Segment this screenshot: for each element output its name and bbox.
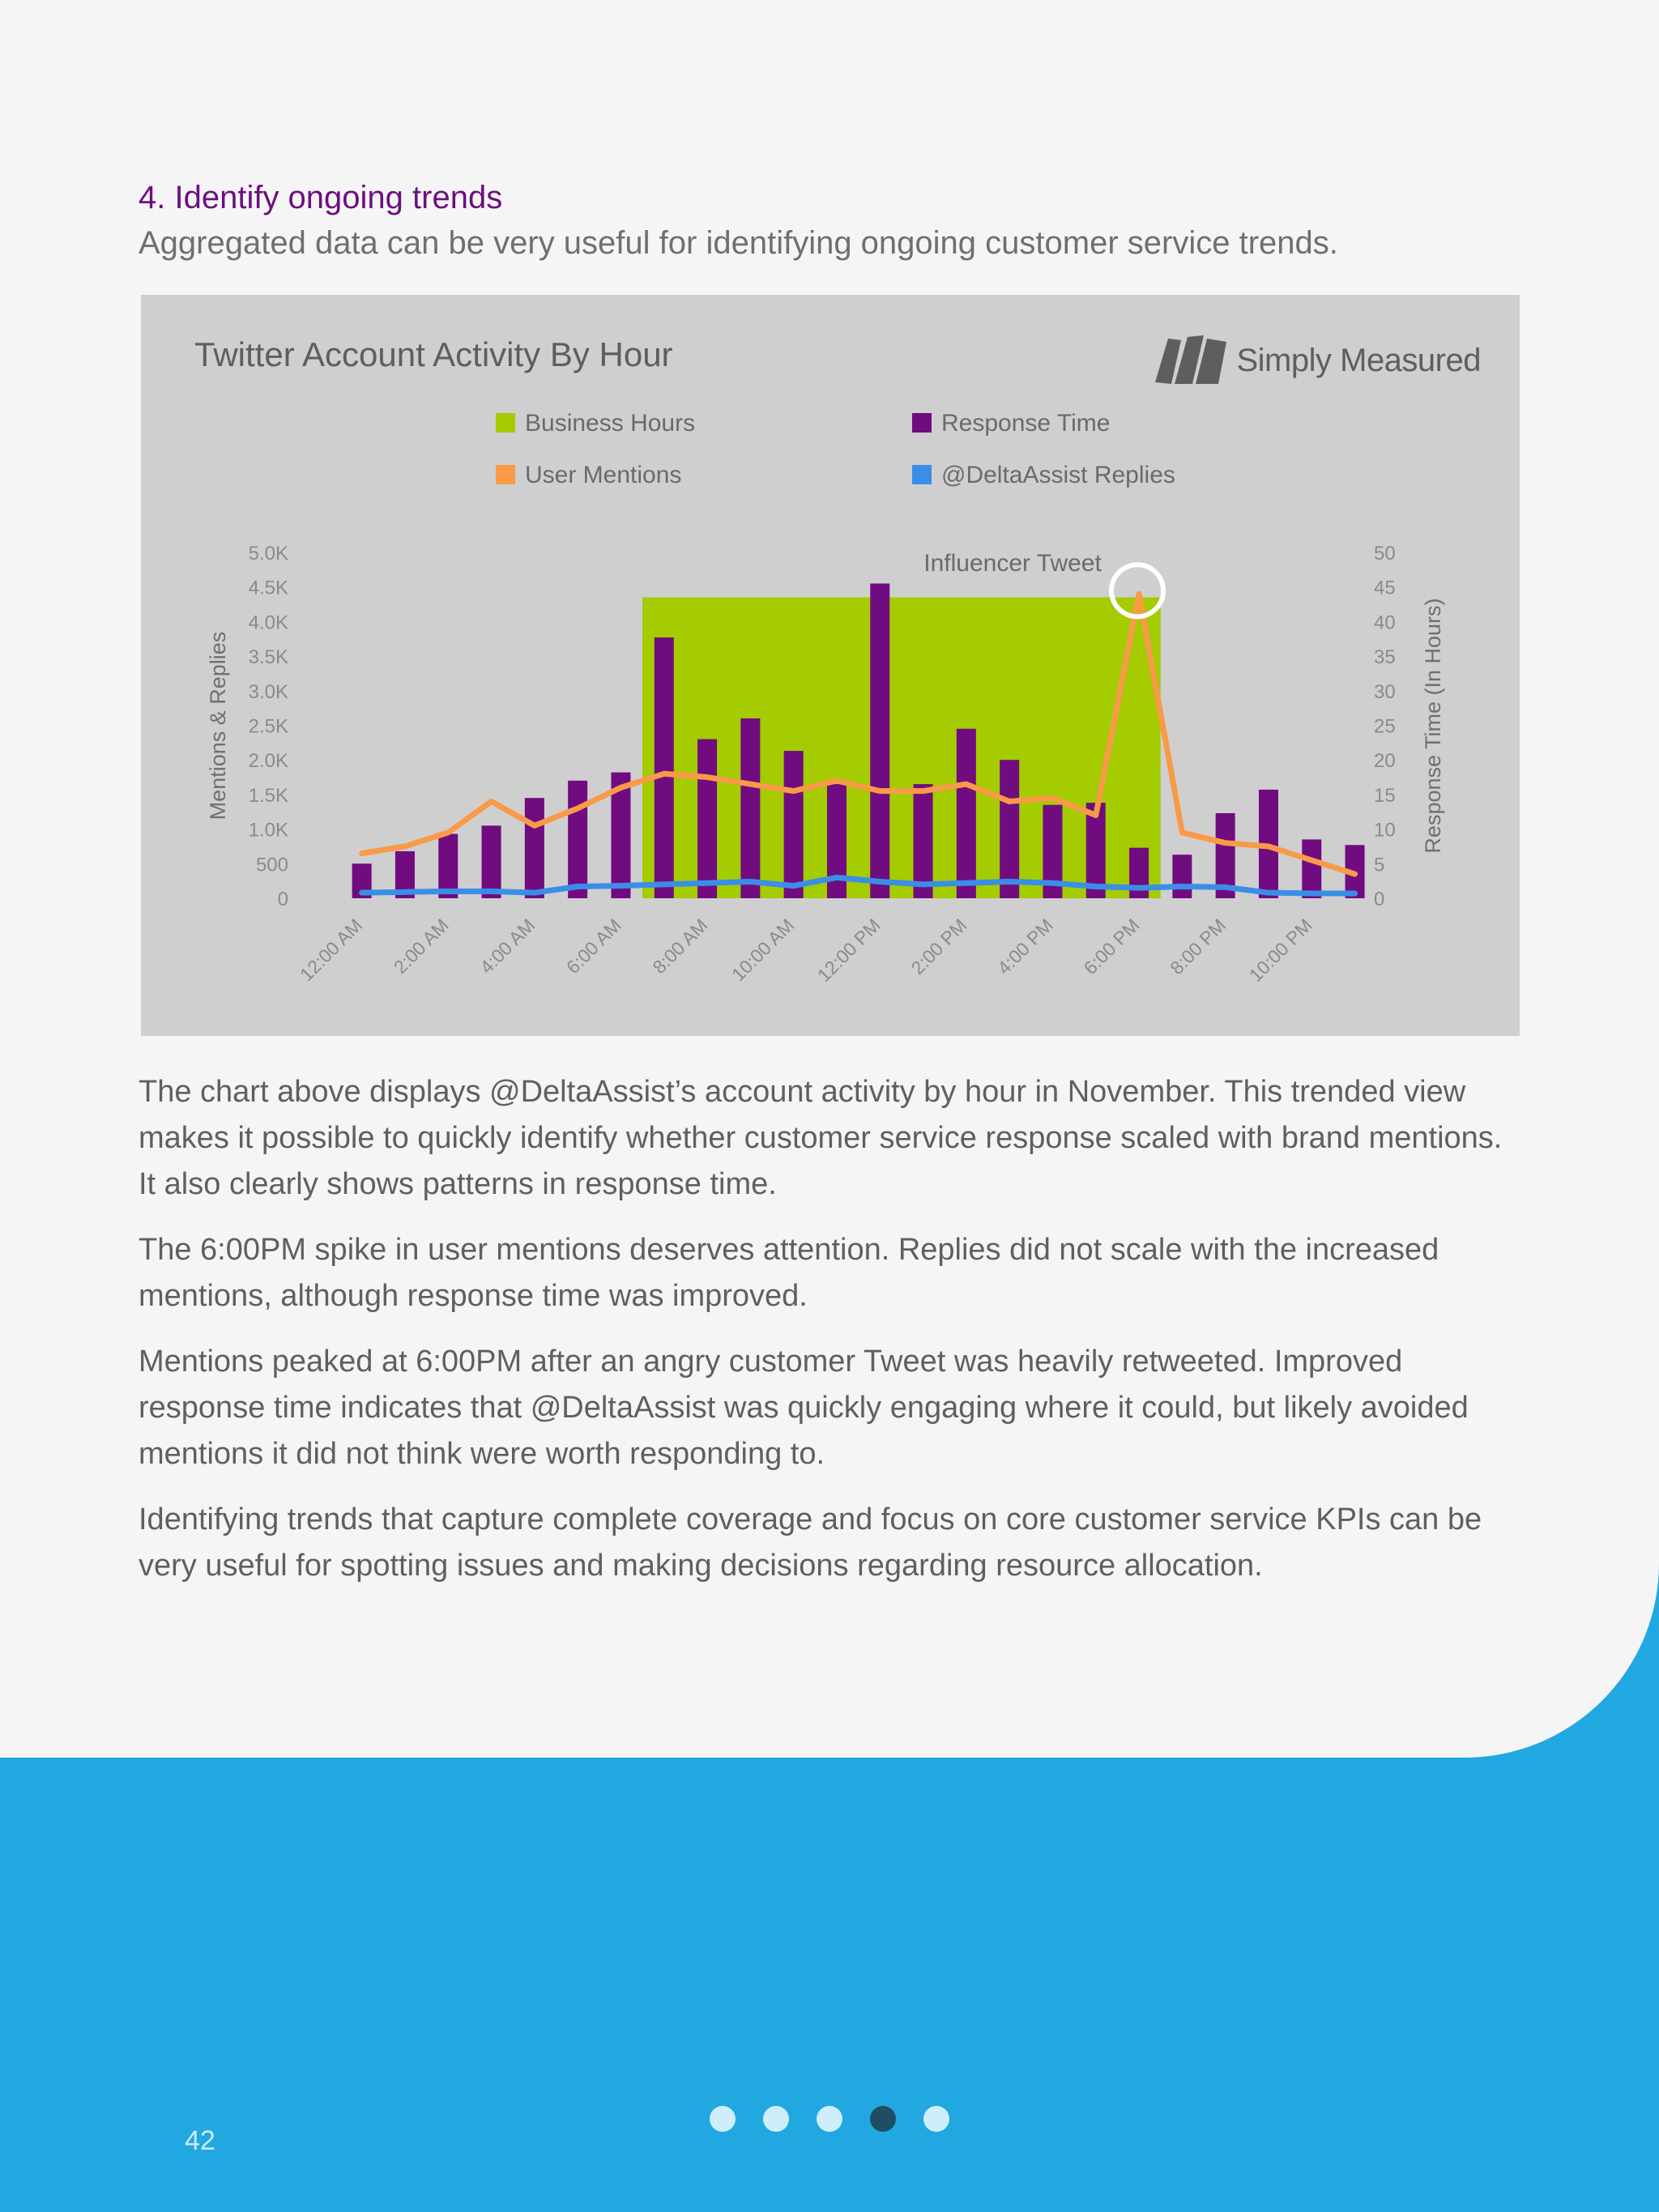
section-heading: 4. Identify ongoing trends	[139, 180, 503, 215]
simply-measured-logo-icon	[1154, 334, 1228, 387]
y-left-tick: 2.5K	[248, 715, 288, 738]
response-time-bar	[1302, 839, 1321, 898]
response-time-bar	[568, 781, 587, 898]
y-left-tick: 3.5K	[248, 646, 288, 669]
y-right-axis-label: Response Time (In Hours)	[1421, 598, 1445, 854]
business-hours-band	[642, 598, 1161, 898]
y-left-axis-label: Mentions & Replies	[206, 631, 230, 820]
y-left-tick: 5.0K	[248, 543, 288, 565]
y-right-tick: 20	[1374, 750, 1396, 773]
activity-chart	[141, 295, 1520, 1036]
response-time-bar	[914, 784, 933, 898]
brand-logo-text: Simply Measured	[1236, 342, 1481, 378]
x-tick-label: 6:00 PM	[1079, 914, 1144, 979]
y-right-tick: 15	[1374, 784, 1396, 807]
legend-swatch	[912, 465, 932, 484]
brand-logo	[1154, 334, 1481, 387]
pager-dot-3[interactable]	[817, 2106, 842, 2132]
y-left-tick: 1.0K	[248, 819, 288, 842]
y-right-tick: 45	[1374, 577, 1396, 599]
y-left-tick: 4.5K	[248, 577, 288, 599]
pager-dot-2[interactable]	[763, 2106, 789, 2132]
y-left-tick: 0	[277, 889, 288, 910]
response-time-bar	[525, 798, 544, 898]
x-tick-label: 2:00 PM	[906, 914, 971, 979]
y-right-tick: 10	[1374, 819, 1396, 842]
page-number: 42	[185, 2125, 215, 2156]
x-tick-label: 12:00 AM	[296, 914, 367, 986]
x-tick-label: 4:00 PM	[993, 914, 1057, 979]
response-time-bar	[1172, 855, 1192, 898]
y-left-tick: 1.5K	[248, 784, 288, 807]
x-tick-label: 12:00 PM	[812, 914, 885, 987]
legend-swatch	[496, 413, 515, 433]
page-pager	[710, 2106, 949, 2132]
legend-label: @DeltaAssist Replies	[941, 462, 1175, 488]
y-right-tick: 25	[1374, 715, 1396, 738]
x-tick-label: 6:00 AM	[561, 914, 625, 978]
pager-dot-1[interactable]	[710, 2106, 736, 2132]
legend-swatch	[496, 465, 515, 484]
legend-label: Response Time	[941, 410, 1111, 437]
section-subtitle: Aggregated data can be very useful for identifying ongoing customer service trends.	[139, 225, 1338, 261]
pager-dot-5[interactable]	[923, 2106, 949, 2132]
response-time-bar	[655, 637, 674, 898]
legend-label: User Mentions	[525, 462, 682, 488]
response-time-bar	[957, 729, 976, 898]
legend-label: Business Hours	[525, 410, 696, 437]
x-tick-label: 8:00 PM	[1166, 914, 1230, 979]
influencer-tweet-annotation: Influencer Tweet	[923, 550, 1102, 578]
paragraph-4: Identifying trends that capture complete coverage and focus on core customer service KPIs can be very useful for spotting issues and making decisions regarding resource allocation.	[139, 1502, 1482, 1583]
response-time-bar	[740, 718, 760, 898]
y-right-tick: 5	[1374, 854, 1385, 876]
x-tick-label: 4:00 AM	[476, 914, 539, 978]
y-right-tick: 35	[1374, 646, 1396, 669]
y-left-tick: 2.0K	[248, 750, 288, 773]
legend-swatch	[912, 413, 932, 433]
y-right-tick: 0	[1374, 889, 1385, 910]
x-tick-label: 8:00 AM	[648, 914, 712, 978]
y-right-tick: 50	[1374, 543, 1396, 565]
pager-dot-4[interactable]	[870, 2106, 896, 2132]
x-tick-label: 10:00 PM	[1244, 914, 1316, 987]
y-left-tick: 3.0K	[248, 680, 288, 703]
y-left-tick: 500	[255, 854, 288, 876]
paragraph-2: The 6:00PM spike in user mentions deserves attention. Replies did not scale with the increased mentions, although response time was improved.	[139, 1233, 1439, 1313]
y-right-tick: 30	[1374, 680, 1396, 703]
response-time-bar	[1000, 760, 1019, 898]
chart-panel	[141, 295, 1520, 1036]
x-tick-label: 2:00 AM	[389, 914, 453, 978]
y-left-tick: 4.0K	[248, 612, 288, 634]
chart-title: Twitter Account Activity By Hour	[194, 335, 673, 373]
response-time-bar	[697, 739, 717, 898]
x-tick-label: 10:00 AM	[727, 914, 799, 986]
paragraph-3: Mentions peaked at 6:00PM after an angry customer Tweet was heavily retweeted. Improved response time indicates that @DeltaAssist was quickly engaging where it could, but likely avoided mentions it did not think were worth responding to.	[139, 1345, 1469, 1471]
y-right-tick: 40	[1374, 612, 1396, 634]
response-time-bar	[482, 825, 501, 898]
response-time-bar	[870, 583, 889, 898]
response-time-bar	[784, 751, 804, 898]
paragraph-1: The chart above displays @DeltaAssist’s account activity by hour in November. This trended view makes it possible to quickly identify whether customer service response scaled with brand mentions. It also clearly shows patterns in response time.	[139, 1075, 1503, 1201]
